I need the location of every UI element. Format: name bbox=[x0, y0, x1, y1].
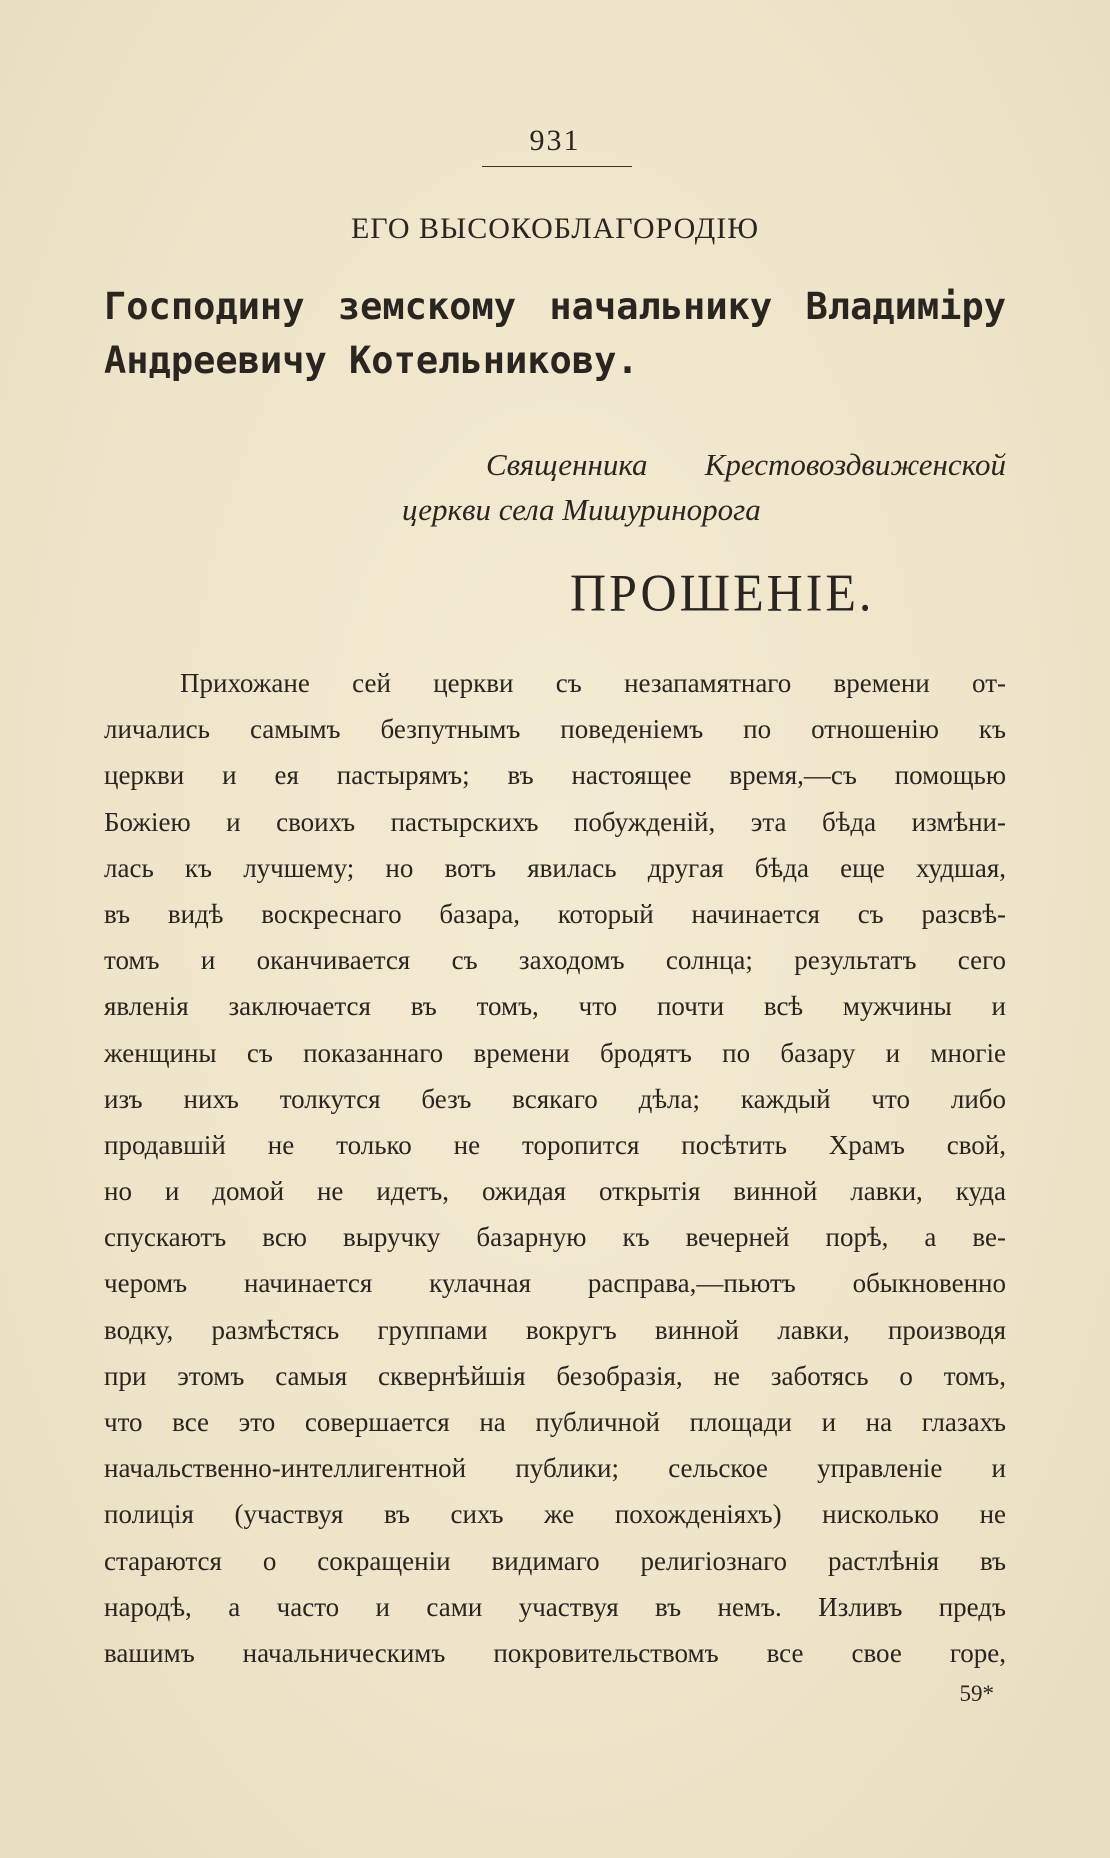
body-line: спускаютъ всю выручку базарную къ вечерней порѣ, а ве- bbox=[104, 1222, 1006, 1253]
body-line: водку, размѣстясь группами вокругъ винной лавки, производя bbox=[104, 1314, 1006, 1345]
body-line: явленія заключается въ томъ, что почти всѣ мужчины и bbox=[104, 991, 1006, 1022]
body-line: начальственно-интеллигентной публики; сельское управленіе и bbox=[104, 1453, 1006, 1484]
body-line: личались самымъ безпутнымъ поведеніемъ по отношенію къ bbox=[104, 714, 1006, 745]
body-line: Прихожане сей церкви съ незапамятнаго времени от- bbox=[180, 668, 1006, 698]
body-line: вашимъ начальническимъ покровительствомъ все свое горе, bbox=[104, 1637, 1006, 1668]
body-line: женщины съ показаннаго времени бродятъ по базару и многіе bbox=[104, 1037, 1006, 1068]
body-line: народѣ, а часто и сами участвуя въ немъ. Изливъ предъ bbox=[104, 1591, 1006, 1622]
body-line: церкви и ея пастырямъ; въ настоящее время,—съ помощью bbox=[104, 760, 1006, 791]
body-line: при этомъ самыя сквернѣйшія безобразія, не заботясь о томъ, bbox=[104, 1360, 1006, 1391]
body-line: томъ и оканчивается съ заходомъ солнца; результатъ сего bbox=[104, 945, 1006, 976]
address-title: ЕГО ВЫСОКОБЛАГОРОДІЮ bbox=[350, 212, 760, 245]
body-line: Божіею и своихъ пастырскихъ побужденій, эта бѣда измѣни- bbox=[104, 806, 1006, 837]
signature-mark: 59* bbox=[959, 1681, 994, 1706]
body-line: продавшій не только не торопится посѣтить Храмъ свой, bbox=[104, 1129, 1006, 1160]
body-line: лась къ лучшему; но вотъ явилась другая бѣда еще худшая, bbox=[104, 852, 1006, 883]
body-line: полиція (участвуя въ сихъ же похожденіяхъ) нисколько не bbox=[104, 1499, 1006, 1530]
body-line: что все это совершается на публичной площади и на глазахъ bbox=[104, 1407, 1006, 1437]
body-line: стараются о сокращеніи видимаго религіознаго растлѣнія въ bbox=[104, 1545, 1006, 1576]
body-line: въ видѣ воскреснаго базара, который начинается съ разсвѣ- bbox=[104, 898, 1006, 929]
body-line: но и домой не идетъ, ожидая открытія винной лавки, куда bbox=[104, 1176, 1006, 1207]
page-number-rule bbox=[482, 166, 632, 167]
body-line: черомъ начинается кулачная расправа,—пьютъ обыкновенно bbox=[104, 1268, 1006, 1299]
body-text bbox=[104, 660, 1006, 1676]
body-line: изъ нихъ толкутся безъ всякаго дѣла; каждый что либо bbox=[104, 1083, 1006, 1114]
from-line-1: Священника Крестовоздвиженской bbox=[486, 447, 1006, 482]
from-line-2: церкви села Мишуринорога bbox=[402, 492, 761, 527]
page-number: 931 bbox=[529, 124, 581, 157]
addressee: Господину земскому начальнику Владиміру Андреевичу Котельникову. bbox=[104, 285, 1006, 382]
document-title: ПРОШЕНІЕ. bbox=[570, 563, 875, 622]
